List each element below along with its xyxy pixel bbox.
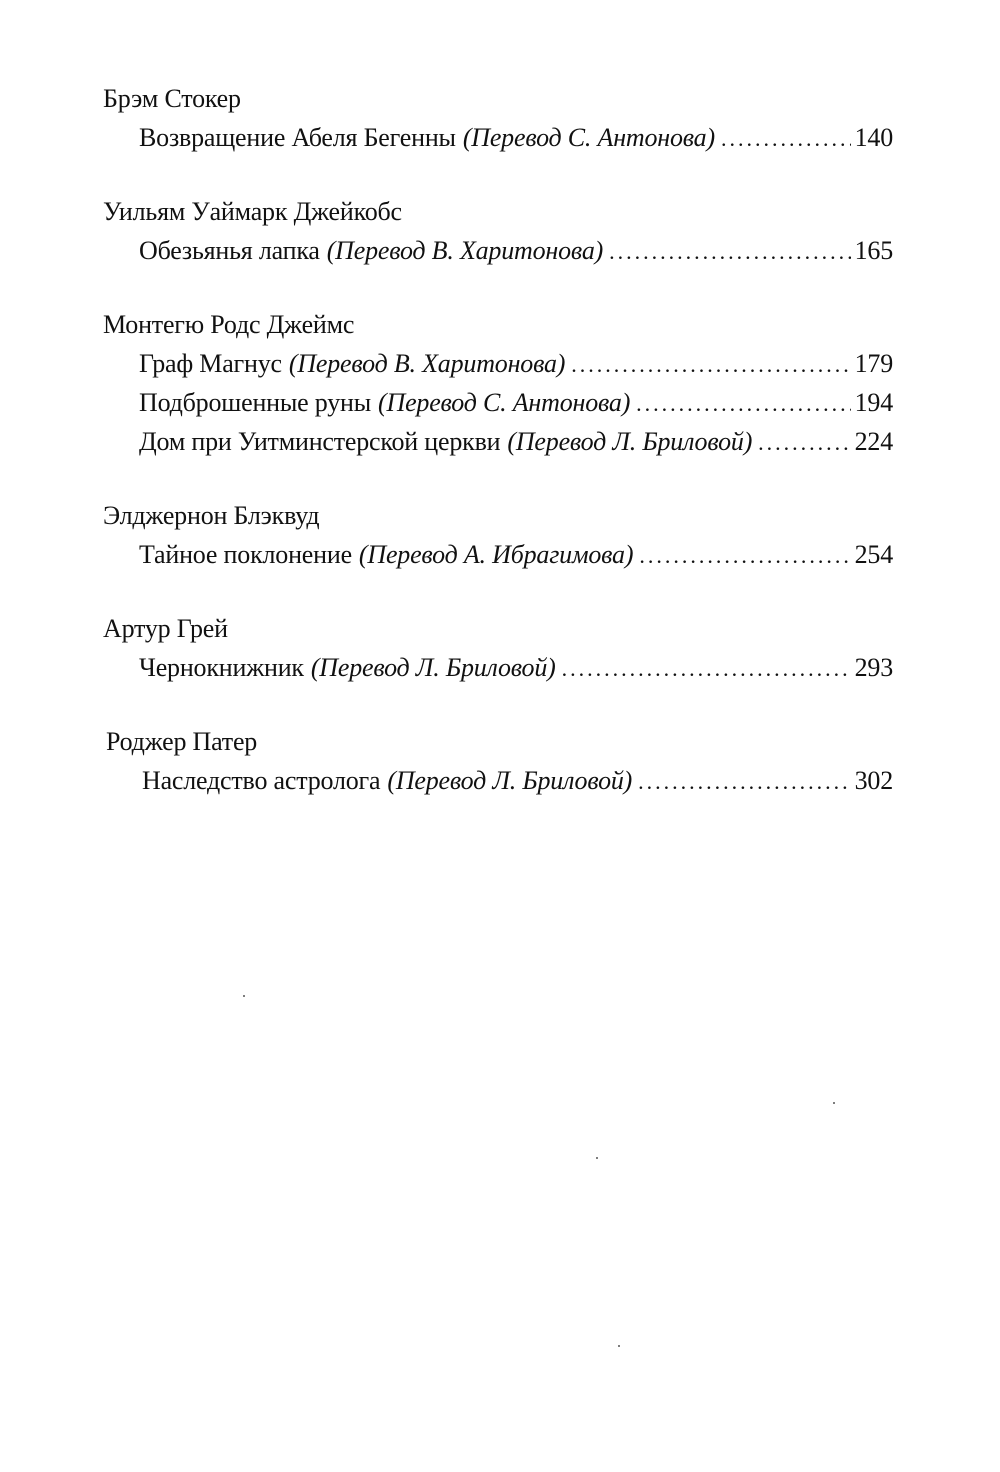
toc-section-stoker — [103, 80, 893, 157]
table-of-contents — [103, 80, 893, 836]
dot-leader — [638, 762, 850, 801]
story-title: Дом при Уитминстерской церкви — [139, 427, 501, 456]
toc-entry — [142, 761, 893, 800]
dot-leader — [636, 384, 850, 423]
author-name: Роджер Патер — [106, 727, 258, 756]
scan-speck — [833, 1102, 835, 1104]
translator-credit: (Перевод Л. Бриловой) — [507, 427, 753, 456]
toc-entry — [139, 648, 893, 687]
story-title: Возвращение Абеля Бегенны — [139, 123, 456, 152]
page-number: 179 — [854, 349, 893, 378]
story-title: Тайное поклонение — [139, 540, 352, 569]
toc-entry — [139, 118, 893, 157]
translator-credit: (Перевод А. Ибрагимова) — [358, 540, 634, 569]
scan-speck — [596, 1157, 598, 1159]
toc-section-pater — [106, 723, 893, 800]
story-title: Подброшенные руны — [139, 388, 372, 417]
toc-entry — [139, 535, 893, 574]
toc-section-james — [103, 306, 893, 461]
author-name: Брэм Стокер — [103, 84, 241, 113]
page-number: 194 — [854, 388, 893, 417]
author-name: Уильям Уаймарк Джейкобс — [103, 197, 402, 226]
story-title: Чернокнижник — [139, 653, 304, 682]
page-number: 224 — [854, 427, 893, 456]
page-number: 254 — [854, 540, 893, 569]
scan-speck — [618, 1345, 620, 1347]
toc-section-gray — [103, 610, 893, 687]
translator-credit: (Перевод В. Харитонова) — [288, 349, 566, 378]
page-number: 140 — [854, 123, 893, 152]
dot-leader — [721, 119, 851, 158]
translator-credit: (Перевод Л. Бриловой) — [387, 766, 633, 795]
toc-entry — [139, 231, 893, 270]
dot-leader — [609, 232, 851, 271]
toc-section-jacobs — [103, 193, 893, 270]
page-number: 293 — [854, 653, 893, 682]
toc-entry — [139, 422, 893, 461]
translator-credit: (Перевод С. Антонова) — [378, 388, 631, 417]
translator-credit: (Перевод Л. Бриловой) — [310, 653, 556, 682]
toc-entry — [139, 344, 893, 383]
dot-leader — [639, 536, 850, 575]
translator-credit: (Перевод С. Антонова) — [462, 123, 715, 152]
dot-leader — [571, 345, 850, 384]
author-name: Элджернон Блэквуд — [103, 501, 320, 530]
author-name: Артур Грей — [103, 614, 228, 643]
toc-entry — [139, 383, 893, 422]
story-title: Обезьянья лапка — [139, 236, 320, 265]
translator-credit: (Перевод В. Харитонова) — [326, 236, 604, 265]
scan-speck — [243, 995, 245, 997]
story-title: Наследство астролога — [142, 766, 381, 795]
dot-leader — [758, 423, 850, 462]
toc-section-blackwood — [103, 497, 893, 574]
dot-leader — [562, 649, 851, 688]
author-name: Монтегю Родс Джеймс — [103, 310, 355, 339]
story-title: Граф Магнус — [139, 349, 282, 378]
page-number: 165 — [854, 236, 893, 265]
page-number: 302 — [854, 766, 893, 795]
